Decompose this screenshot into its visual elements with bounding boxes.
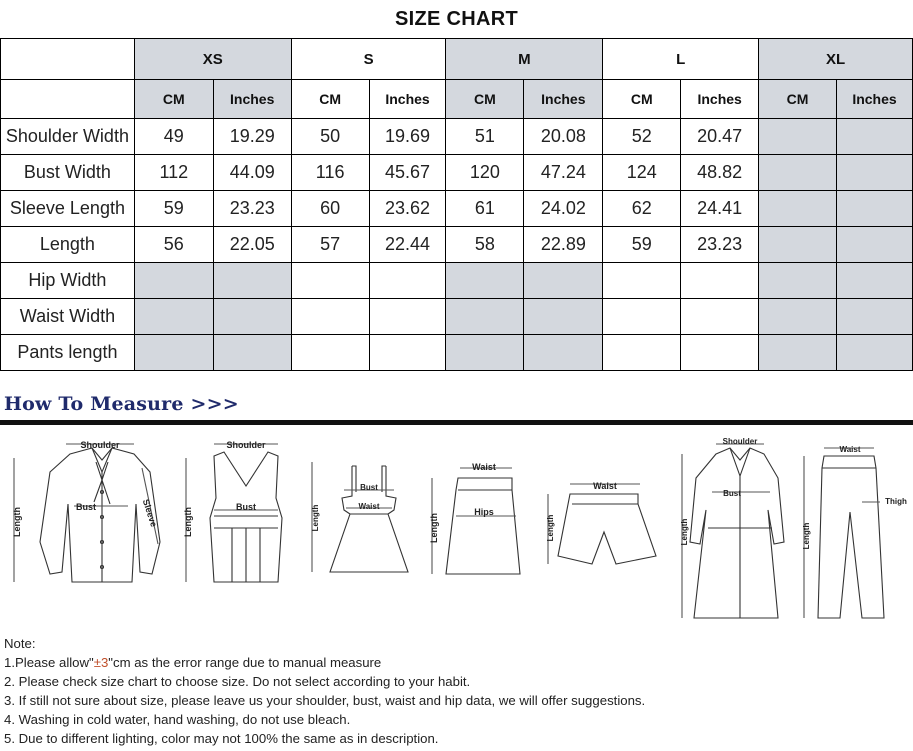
table-row xyxy=(1,191,913,227)
table-cell: 22.89 xyxy=(524,227,603,263)
table-cell xyxy=(369,263,446,299)
table-cell: 23.23 xyxy=(213,191,291,227)
length-label: Length xyxy=(12,507,22,537)
waist-label: Waist xyxy=(593,481,617,491)
measurement-label: Pants length xyxy=(1,335,135,371)
length-label: Length xyxy=(311,504,320,532)
table-cell xyxy=(524,263,603,299)
table-cell: 23.62 xyxy=(369,191,446,227)
measurement-label: Length xyxy=(1,227,135,263)
table-cell xyxy=(603,263,681,299)
table-cell xyxy=(681,299,759,335)
hips-label: Hips xyxy=(474,507,494,517)
table-cell: 60 xyxy=(291,191,369,227)
note-line-5: 5. Due to different lighting, color may not 100% the same as in description. xyxy=(4,731,439,746)
unit-header: CM xyxy=(134,80,213,119)
bust-label: Bust xyxy=(360,483,378,492)
page-title: SIZE CHART xyxy=(395,8,518,30)
table-cell: 120 xyxy=(446,155,524,191)
length-label: Length xyxy=(680,518,689,546)
waist-label: Waist xyxy=(839,445,861,454)
vest-diagram xyxy=(183,440,282,582)
waist-label: Waist xyxy=(472,462,496,472)
measurement-label: Hip Width xyxy=(1,263,135,299)
table-cell: 52 xyxy=(603,119,681,155)
notes-section xyxy=(4,634,909,748)
table-cell: 48.82 xyxy=(681,155,759,191)
table-cell xyxy=(291,335,369,371)
size-header-m: M xyxy=(446,39,603,80)
unit-header: Inches xyxy=(836,80,912,119)
size-header-s: S xyxy=(291,39,446,80)
note-text: 1.Please allow" xyxy=(4,655,94,670)
table-row xyxy=(1,263,913,299)
table-cell: 59 xyxy=(134,191,213,227)
unit-header: CM xyxy=(759,80,837,119)
shoulder-label: Shoulder xyxy=(80,440,120,450)
length-label: Length xyxy=(429,513,439,543)
waist-label: Waist xyxy=(358,502,380,511)
table-cell xyxy=(836,227,912,263)
shoulder-label: Shoulder xyxy=(226,440,266,450)
note-line-3: 3. If still not sure about size, please leave us your shoulder, bust, waist and hip data, we will offer suggestions. xyxy=(4,693,646,708)
length-label: Length xyxy=(802,522,811,550)
table-cell xyxy=(213,299,291,335)
note-line-1 xyxy=(4,653,909,672)
table-row xyxy=(1,155,913,191)
unit-header: CM xyxy=(603,80,681,119)
table-cell: 116 xyxy=(291,155,369,191)
unit-header-row xyxy=(1,80,913,119)
table-cell xyxy=(524,299,603,335)
unit-header: Inches xyxy=(213,80,291,119)
note-line-4: 4. Washing in cold water, hand washing, do not use bleach. xyxy=(4,712,351,727)
table-cell xyxy=(759,299,837,335)
note-line-2: 2. Please check size chart to choose size. Do not select according to your habit. xyxy=(4,674,471,689)
thigh-label: Thigh xyxy=(885,497,907,506)
unit-header: Inches xyxy=(369,80,446,119)
table-cell xyxy=(603,299,681,335)
measurement-label: Shoulder Width xyxy=(1,119,135,155)
table-cell xyxy=(836,335,912,371)
size-header-xs: XS xyxy=(134,39,291,80)
table-cell xyxy=(134,263,213,299)
length-label: Length xyxy=(546,514,555,542)
table-cell: 24.41 xyxy=(681,191,759,227)
table-cell: 62 xyxy=(603,191,681,227)
size-header-l: L xyxy=(603,39,759,80)
table-cell xyxy=(759,119,837,155)
table-cell xyxy=(836,191,912,227)
shoulder-label: Shoulder xyxy=(722,437,758,446)
table-cell xyxy=(681,263,759,299)
table-cell xyxy=(836,299,912,335)
dress-diagram xyxy=(311,462,408,572)
shorts-diagram xyxy=(546,481,656,564)
table-cell: 50 xyxy=(291,119,369,155)
heading-divider xyxy=(0,420,913,425)
measurement-diagrams xyxy=(0,432,913,632)
table-cell xyxy=(759,191,837,227)
table-cell xyxy=(446,335,524,371)
table-cell xyxy=(524,335,603,371)
blouse-diagram xyxy=(12,440,160,582)
table-cell: 56 xyxy=(134,227,213,263)
table-cell: 49 xyxy=(134,119,213,155)
table-row xyxy=(1,335,913,371)
measurement-label: Bust Width xyxy=(1,155,135,191)
table-cell xyxy=(759,335,837,371)
table-cell: 20.47 xyxy=(681,119,759,155)
measurement-label: Sleeve Length xyxy=(1,191,135,227)
table-cell xyxy=(134,299,213,335)
unit-header: Inches xyxy=(524,80,603,119)
notes-heading: Note: xyxy=(4,636,36,651)
pants-diagram xyxy=(802,445,907,618)
table-cell xyxy=(446,263,524,299)
table-row xyxy=(1,119,913,155)
unit-header: CM xyxy=(291,80,369,119)
table-cell: 57 xyxy=(291,227,369,263)
unit-corner-cell xyxy=(1,80,135,119)
unit-header: CM xyxy=(446,80,524,119)
bust-label: Bust xyxy=(236,502,256,512)
unit-header: Inches xyxy=(681,80,759,119)
table-cell xyxy=(369,335,446,371)
table-cell xyxy=(836,263,912,299)
size-header-row xyxy=(1,39,913,80)
table-cell xyxy=(759,227,837,263)
table-cell: 58 xyxy=(446,227,524,263)
skirt-diagram xyxy=(429,462,520,574)
how-to-measure-heading: How To Measure >>> xyxy=(4,393,239,415)
table-cell: 61 xyxy=(446,191,524,227)
size-chart-body xyxy=(1,119,913,371)
corner-cell xyxy=(1,39,135,80)
table-cell: 44.09 xyxy=(213,155,291,191)
table-cell xyxy=(291,263,369,299)
table-cell: 20.08 xyxy=(524,119,603,155)
table-cell: 19.29 xyxy=(213,119,291,155)
bust-label: Bust xyxy=(723,489,741,498)
table-cell: 112 xyxy=(134,155,213,191)
table-cell: 22.05 xyxy=(213,227,291,263)
sleeve-label: Sleeve xyxy=(140,497,160,529)
table-cell: 24.02 xyxy=(524,191,603,227)
table-cell: 124 xyxy=(603,155,681,191)
table-cell xyxy=(213,335,291,371)
table-cell xyxy=(759,155,837,191)
table-cell xyxy=(446,299,524,335)
note-text: "cm as the error range due to manual measure xyxy=(108,655,382,670)
bust-label: Bust xyxy=(76,502,96,512)
table-cell xyxy=(134,335,213,371)
table-cell xyxy=(213,263,291,299)
table-cell: 47.24 xyxy=(524,155,603,191)
table-cell: 22.44 xyxy=(369,227,446,263)
measurement-label: Waist Width xyxy=(1,299,135,335)
table-cell: 23.23 xyxy=(681,227,759,263)
error-range-value: ±3 xyxy=(93,655,109,670)
table-cell xyxy=(291,299,369,335)
table-cell xyxy=(836,119,912,155)
table-cell xyxy=(369,299,446,335)
table-cell xyxy=(681,335,759,371)
table-cell: 45.67 xyxy=(369,155,446,191)
table-cell xyxy=(603,335,681,371)
length-label: Length xyxy=(183,507,193,537)
table-row xyxy=(1,299,913,335)
table-cell: 51 xyxy=(446,119,524,155)
size-header-xl: XL xyxy=(759,39,913,80)
coat-diagram xyxy=(680,437,784,618)
size-chart-table xyxy=(0,38,913,371)
table-cell: 59 xyxy=(603,227,681,263)
table-row xyxy=(1,227,913,263)
table-cell xyxy=(836,155,912,191)
table-cell: 19.69 xyxy=(369,119,446,155)
table-cell xyxy=(759,263,837,299)
